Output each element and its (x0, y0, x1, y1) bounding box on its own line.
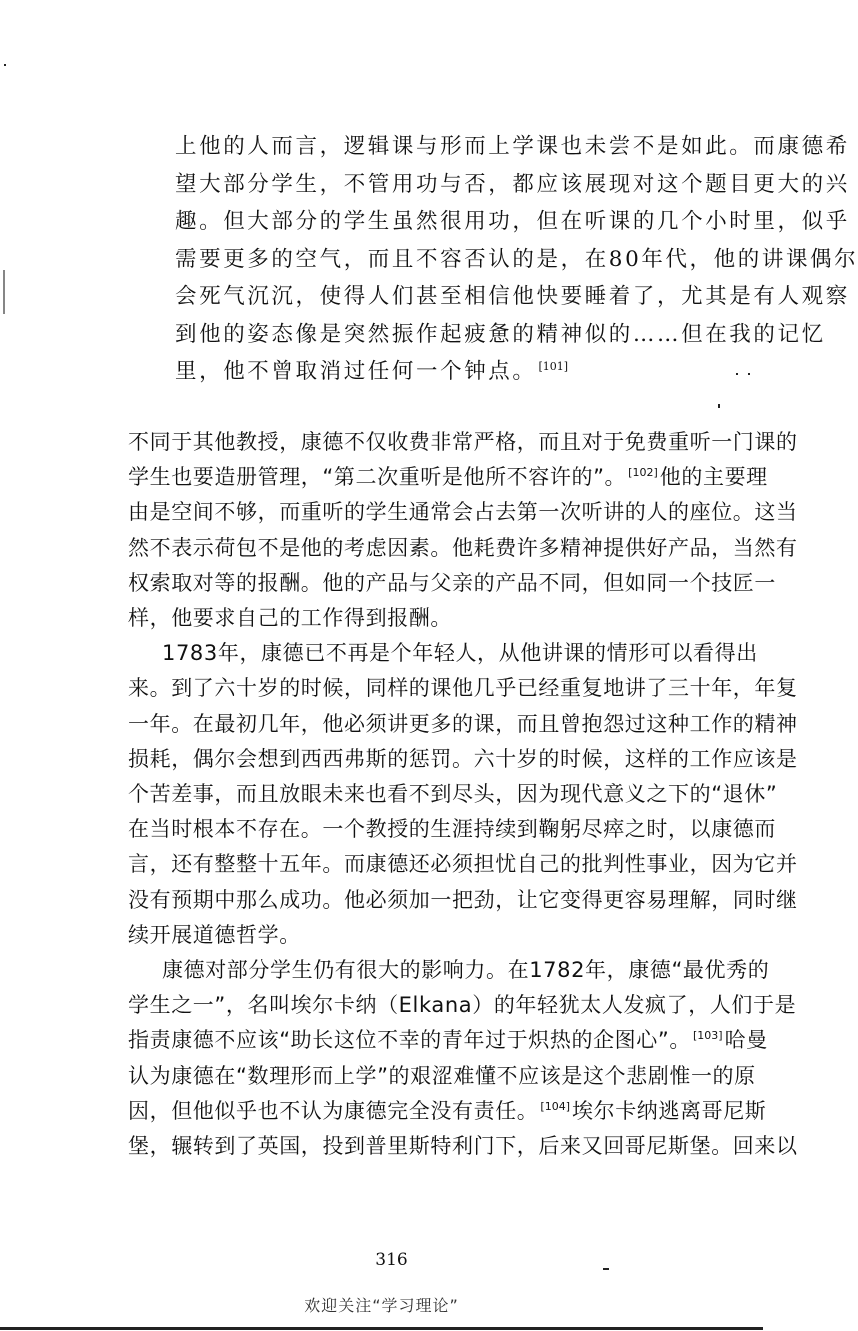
body-line: 由是空间不够，而重听的学生通常会占去第一次听讲的人的座位。这当 (128, 500, 798, 525)
quote-line: 到他的姿态像是突然振作起疲惫的精神似的……但在我的记忆 (175, 321, 826, 347)
body-line-text: 哈曼 (724, 1028, 768, 1053)
quote-line-text: 里，他不曾取消过任何一个钟点。 (175, 359, 537, 384)
page-number: 316 (375, 1250, 408, 1270)
body-line: 不同于其他教授，康德不仅收费非常严格，而且对于免费重听一门课的 (128, 430, 798, 454)
body-line: 堡，辗转到了英国，投到普里斯特利门下，后来又回哥尼斯堡。回来以 (128, 1134, 798, 1159)
body-line-text: 埃尔卡纳逃离哥尼斯 (572, 1098, 767, 1123)
body-line: 没有预期中那么成功。他必须加一把劲，让它变得更容易理解，同时继 (128, 887, 798, 912)
body-line: 续开展道德哲学。 (128, 922, 301, 947)
quote-line: 上他的人而言，逻辑课与形而上学课也未尝不是如此。而康德希 (175, 134, 850, 159)
footer-note: 欢迎关注“学习理论” (304, 1296, 459, 1315)
footnote-ref[interactable]: [104] (540, 1099, 570, 1113)
body-line: 然不表示荷包不是他的考虑因素。他耗费许多精神提供好产品，当然有 (128, 535, 798, 560)
body-line-text: 因，但他似乎也不认为康德完全没有责任。 (128, 1098, 539, 1123)
body-line-text: 他的主要理 (659, 465, 768, 490)
body-line: 个苦差事，而且放眼未来也看不到尽头，因为现代意义之下的“退休” (128, 782, 778, 807)
body-line: 权索取对等的报酬。他的产品与父亲的产品不同，但如同一个技匠一 (128, 570, 776, 595)
body-line (128, 460, 768, 495)
body-text (128, 425, 798, 1164)
quote-line: 会死气沉沉，使得人们甚至相信他快要睡着了，尤其是有人观察 (175, 284, 850, 309)
body-line: 康德对部分学生仍有很大的影响力。在1782年，康德“最优秀的 (162, 958, 770, 983)
body-line (128, 1023, 768, 1058)
body-line: 样，他要求自己的工作得到报酬。 (128, 606, 452, 631)
scan-artifact (4, 64, 6, 66)
scan-artifact (3, 270, 5, 314)
footnote-ref[interactable]: [101] (538, 359, 569, 373)
body-line: 在当时根本不存在。一个教授的生涯持续到鞠躬尽瘁之时，以康德而 (128, 817, 776, 842)
bottom-edge-rule (0, 1327, 763, 1330)
body-line: 认为康德在“数理形而上学”的艰涩难懂不应该是这个悲剧惟一的原 (128, 1063, 756, 1088)
scan-artifact (603, 1268, 609, 1270)
body-line-text: 指责康德不应该“助长这位不幸的青年过于炽热的企图心”。 (128, 1028, 691, 1053)
body-line: 言，还有整整十五年。而康德还必须担忧自己的批判性事业，因为它并 (128, 852, 798, 877)
quote-line: 趣。但大部分的学生虽然很用功，但在听课的几个小时里，似乎 (175, 209, 850, 234)
body-line: 来。到了六十岁的时候，同样的课他几乎已经重复地讲了三十年，年复 (128, 676, 798, 701)
footnote-ref[interactable]: [102] (628, 466, 658, 480)
body-line: 一年。在最初几年，他必须讲更多的课，而且曾抱怨过这种工作的精神 (128, 711, 798, 736)
quote-line: 需要更多的空气，而且不容否认的是，在80年代，他的讲课偶尔 (175, 246, 858, 272)
body-line (128, 1094, 767, 1129)
footnote-ref[interactable]: [103] (692, 1029, 723, 1043)
quote-line: 望大部分学生，不管用功与否，都应该展现对这个题目更大的兴 (175, 171, 850, 197)
body-line: 1783年，康德已不再是个年轻人，从他讲课的情形可以看得出 (162, 641, 758, 666)
body-line: 损耗，偶尔会想到西西弗斯的惩罚。六十岁的时候，这样的工作应该是 (128, 746, 798, 771)
body-line-text: 学生也要造册管理，“第二次重听是他所不容许的”。 (128, 465, 627, 490)
quote-line-last (175, 353, 750, 391)
block-quote (175, 128, 858, 391)
scan-artifact (718, 404, 720, 408)
body-line: 学生之一”，名叫埃尔卡纳（Elkana）的年轻犹太人发疯了，人们于是 (128, 993, 797, 1018)
